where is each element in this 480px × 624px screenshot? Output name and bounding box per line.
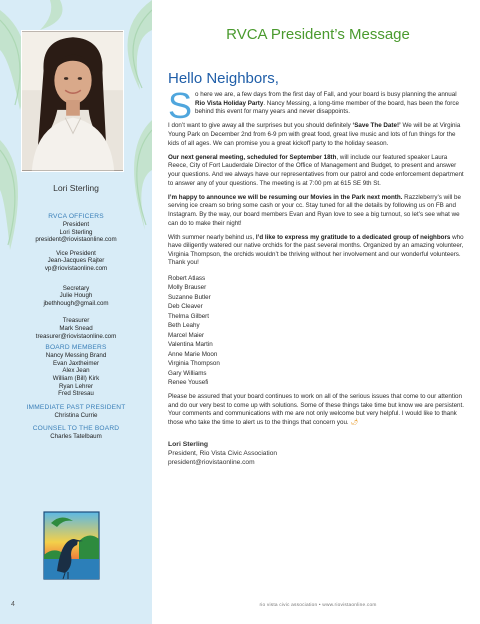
officers-heading: RVCA OFFICERS xyxy=(48,213,104,220)
board-member: Fred Stresau xyxy=(58,390,94,398)
counsel-name: Charles Tatelbaum xyxy=(50,433,102,441)
paragraph-text: We will be at Virginia Young Park on December 2nd from 6-9 pm with great food, great live music and lots of fun things for the kids of all ages. We can promise you a great kickoff party to the holiday season. xyxy=(168,122,461,147)
signature-block xyxy=(168,440,468,467)
paragraph-text: who have diligently watered our native orchids for the past several months. Organized by an amazing volunteer, Virginia Thompson, the orchids wouldn’t be thriving without her involvement and our wonderful volunteers. Thank you! xyxy=(168,233,464,267)
sidebar xyxy=(0,0,152,624)
list-item: Beth Leahy xyxy=(168,322,200,330)
paragraph-text: , will include our featured speaker Laura Reece, City of Fort Lauderdale Director of the Office of Management and Budget, to present and answer your questions. And we always have our representatives from our patrol and code enforcement department to answer any of your questions. The meeting is at 7:00 pm at 615 SE 9th St. xyxy=(168,153,464,187)
board-member: Evan Jaxtheimer xyxy=(52,359,100,367)
list-item: Valentina Martin xyxy=(168,341,213,349)
page-number: 4 xyxy=(11,601,15,608)
officer-email[interactable]: president@riovistaonline.com xyxy=(35,236,117,244)
list-item: Gary Williams xyxy=(168,369,207,377)
save-date-emphasis: ‘Save The Date!’ xyxy=(352,122,401,130)
signature-title: President, Rio Vista Civic Association xyxy=(168,449,278,457)
officer-name: Mark Snead xyxy=(59,324,93,332)
board-member: Alex Jean xyxy=(62,367,90,375)
officer-role: Secretary xyxy=(62,284,90,292)
paragraph-text: I don’t want to give away all the surprises but you should definitely xyxy=(168,122,353,130)
volunteer-list xyxy=(168,274,468,388)
officer-directory xyxy=(0,213,152,441)
officer-role: Treasurer xyxy=(62,317,90,325)
signature-name: Lori Sterling xyxy=(168,440,209,448)
list-item: Suzanne Butler xyxy=(168,293,211,301)
event-name: Rio Vista Holiday Party xyxy=(195,99,264,107)
officer-role: President xyxy=(62,221,90,228)
president-name-caption: Lori Sterling xyxy=(53,183,99,193)
paragraph-text: Razzleberry’s will be serving ice cream so bring some cash or your cc. Stay tuned for all the details by following us on FB and Instagram. By the way, our board members Evan and Ryan love to see a big turnout, so let’s see what we can do to make their night! xyxy=(168,193,462,227)
paragraph-text: With summer nearly behind us, xyxy=(168,233,256,241)
pepper-icon: 🌶 xyxy=(350,419,359,427)
list-item: Thelma Gilbert xyxy=(168,312,209,320)
board-member: William (Bill) Kirk xyxy=(52,374,100,382)
counsel-heading: COUNSEL TO THE BOARD xyxy=(32,425,120,433)
past-president-name: Christina Currie xyxy=(54,411,98,419)
paragraph-text: Please be assured that your board continues to work on all of the serious issues that come to our attention and do our very best to come up with solutions. Some of these things take time but know we are persistent. Your comments and communications with me are not only welcome but very helpful. I would like to thank those who take the time to alert us to the things that concern you. xyxy=(168,393,464,427)
paragraph-closing xyxy=(168,393,468,427)
movies-emphasis: I’m happy to announce we will be resuming our Movies in the Park next month. xyxy=(168,193,403,201)
president-photo xyxy=(21,30,124,172)
list-item: Virginia Thompson xyxy=(168,360,220,368)
officer-name: Julie Hough xyxy=(59,292,93,300)
gratitude-emphasis: I’d like to express my gratitude to a dedicated group of neighbors xyxy=(255,233,451,241)
portrait-image xyxy=(22,31,123,171)
list-item: Deb Cleaver xyxy=(168,303,203,311)
page-title: RVCA President’s Message xyxy=(226,26,410,43)
list-item: Anne Marie Moon xyxy=(168,350,218,358)
list-item: Renee Yousefi xyxy=(168,379,209,387)
board-member: Nancy Messing Brand xyxy=(45,352,107,360)
meeting-emphasis: Our next general meeting, scheduled for September 18th xyxy=(168,153,337,161)
board-member: Ryan Lehrer xyxy=(58,382,94,390)
rio-vista-logo xyxy=(43,511,100,580)
past-president-heading: IMMEDIATE PAST PRESIDENT xyxy=(26,403,126,411)
officer-email[interactable]: vp@riovistaonline.com xyxy=(44,264,108,272)
page-footer: rio vista civic association • www.riovistaonline.com xyxy=(259,603,377,608)
paragraph-gratitude xyxy=(168,234,468,268)
drop-cap: S xyxy=(168,85,193,126)
list-item: Molly Brauser xyxy=(168,284,207,292)
officer-name: Lori Sterling xyxy=(59,228,93,236)
paragraph-text: . Nancy Messing, a long-time member of the board, has been the force behind this event for many years and never disappoints. xyxy=(195,99,459,116)
officer-email[interactable]: jbethhough@gmail.com xyxy=(43,299,109,307)
paragraph-save-date xyxy=(168,122,468,148)
greeting-heading: Hello Neighbors, xyxy=(168,70,279,87)
paragraph-meeting xyxy=(168,154,468,188)
signature-email[interactable]: president@riovistaonline.com xyxy=(168,458,255,466)
list-item: Robert Atlass xyxy=(168,274,206,282)
officer-name: Jean-Jacques Rajter xyxy=(47,257,105,265)
letter-body xyxy=(168,85,468,467)
board-heading: BOARD MEMBERS xyxy=(45,344,107,352)
list-item: Marcel Maier xyxy=(168,331,205,339)
paragraph-movies xyxy=(168,194,468,228)
officer-email[interactable]: treasurer@riovistaonline.com xyxy=(35,332,117,340)
paragraph-text: o here we are, a few days from the first day of Fall, and your board is busy planning the annual xyxy=(195,91,457,98)
officer-role: Vice President xyxy=(56,249,96,257)
